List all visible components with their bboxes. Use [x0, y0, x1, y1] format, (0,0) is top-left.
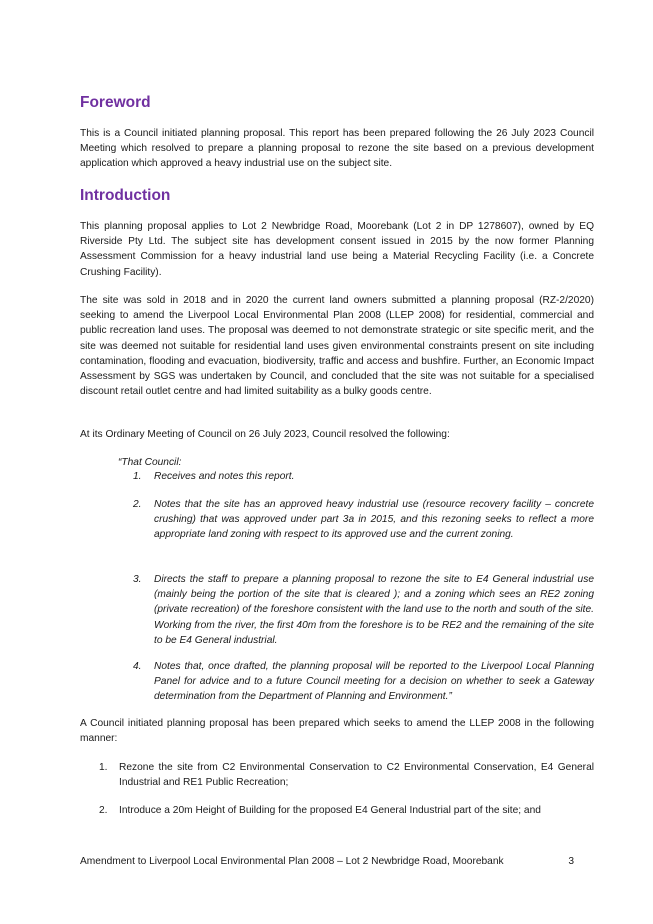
amendment-text: Rezone the site from C2 Environmental Conservation to C2 Environmental Conservation, E4 General Industrial and RE1 Public Recreation;	[119, 762, 594, 789]
resolution-item	[118, 497, 594, 543]
introduction-heading: Introduction	[80, 187, 171, 204]
resolution-text: Receives and notes this report.	[154, 471, 295, 482]
foreword-paragraph: This is a Council initiated planning proposal. This report has been prepared following the 26 July 2023 Council Meeting which resolved to prepare a planning proposal to rezone the site based on a previous development application which approved a heavy industrial use on the subject site.	[80, 128, 594, 170]
resolution-number: 1.	[133, 471, 142, 482]
amendment-item	[80, 803, 594, 818]
resolution-number: 3.	[133, 574, 142, 585]
amendment-intro: A Council initiated planning proposal has been prepared which seeks to amend the LLEP 2008 in the following manner:	[80, 718, 594, 745]
footer-title: Amendment to Liverpool Local Environmental Plan 2008 – Lot 2 Newbridge Road, Moorebank	[80, 856, 504, 867]
resolution-item	[118, 659, 594, 705]
resolution-item	[118, 572, 594, 648]
amendment-number: 2.	[99, 805, 108, 816]
amendment-text: Introduce a 20m Height of Building for the proposed E4 General Industrial part of the site; and	[119, 805, 541, 816]
intro-paragraph-1: This planning proposal applies to Lot 2 Newbridge Road, Moorebank (Lot 2 in DP 1278607), owned by EQ Riverside Pty Ltd. The subject site has development consent issued in 2015 by the now former Planning Assessment Commission for a heavy industrial land use being a Material Recycling Facility (i.e. a Concrete Crushing Facility).	[80, 221, 594, 278]
page-number: 3	[568, 856, 574, 867]
amendment-item	[80, 760, 594, 790]
amendment-number: 1.	[99, 762, 108, 773]
resolution-item	[118, 469, 594, 484]
foreword-heading: Foreword	[80, 94, 151, 111]
intro-paragraph-3: At its Ordinary Meeting of Council on 26 July 2023, Council resolved the following:	[80, 429, 450, 440]
resolution-number: 4.	[133, 661, 142, 672]
intro-paragraph-2: The site was sold in 2018 and in 2020 the current land owners submitted a planning proposal (RZ-2/2020) seeking to amend the Liverpool Local Environmental Plan 2008 (LLEP 2008) for residential, commercial and public recreation land uses. The proposal was deemed to not demonstrate strategic or site specific merit, and the site was deemed not suitable for residential land uses given environmental constraints present on site including contamination, flooding and evacuation, biodiversity, traffic and access and bushfire. Further, an Economic Impact Assessment by SGS was undertaken by Council, and concluded that the site was not suitable for a specialised discount retail outlet centre and had limited suitability as a bulky goods centre.	[80, 295, 594, 398]
resolution-number: 2.	[133, 499, 142, 510]
resolution-text: Notes that, once drafted, the planning proposal will be reported to the Liverpool Local Planning Panel for advice and to a future Council meeting for a decision on whether to seek a Gateway determination from the Department of Planning and Environment.”	[154, 661, 594, 703]
resolution-opening: “That Council:	[118, 457, 182, 468]
resolution-text: Directs the staff to prepare a planning proposal to rezone the site to E4 General industrial use (mainly being the portion of the site that is cleared ); and a zoning which sees an RE2 zoning (private recreation) of the foreshore consistent with the land use to the north and south of the site. Working from the river, the first 40m from the foreshore is to be RE2 and the remaining of the site to be E4 General industrial.	[154, 574, 594, 646]
resolution-text: Notes that the site has an approved heavy industrial use (resource recovery facility – concrete crushing) that was approved under part 3a in 2015, and this rezoning seeks to reflect a more appropriate land zoning with respect to its approved use and the current zoning.	[154, 499, 594, 541]
